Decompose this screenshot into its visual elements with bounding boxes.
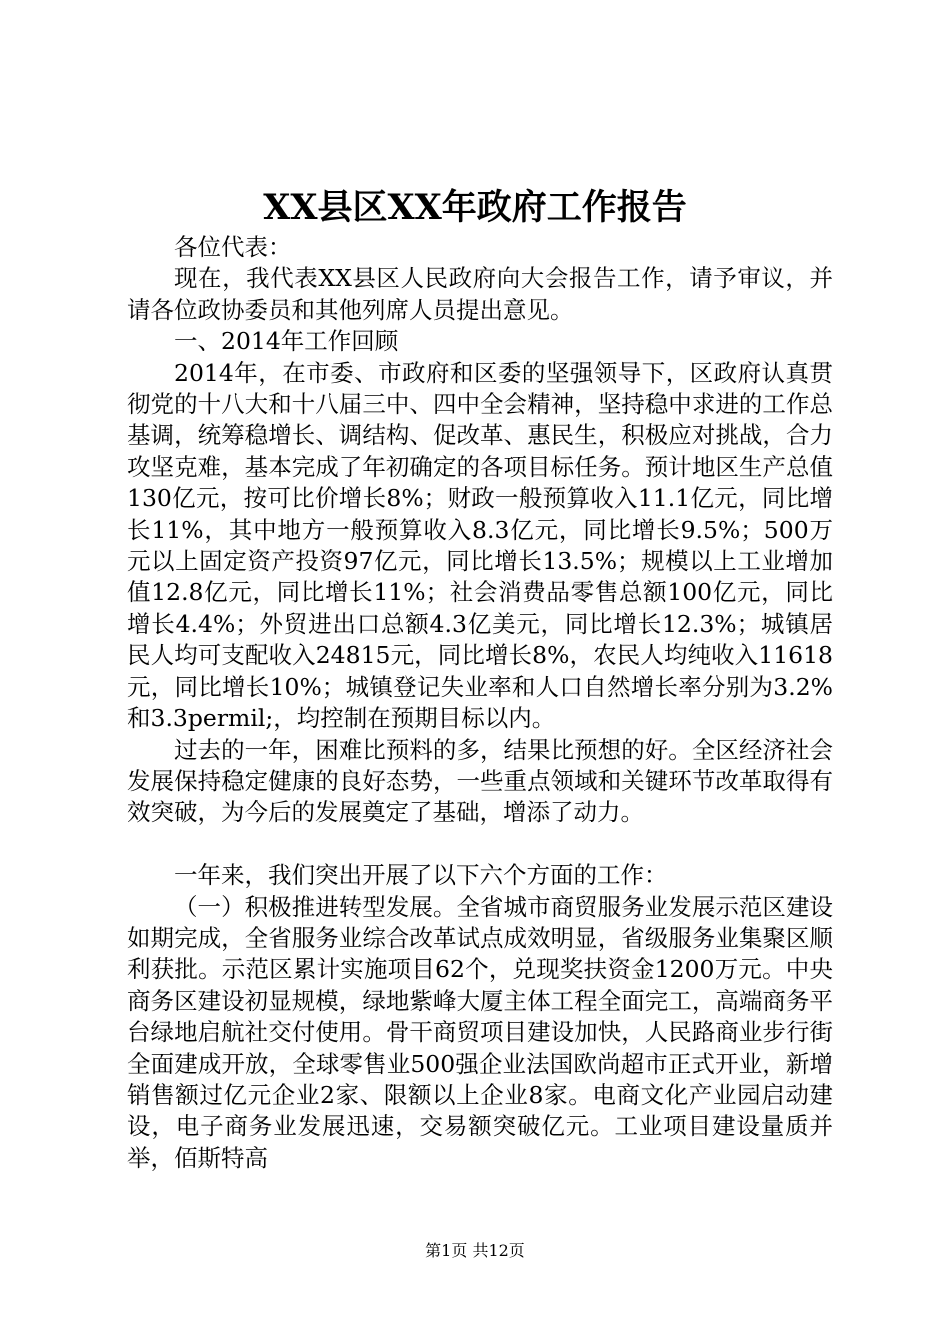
summary-paragraph: 过去的一年，困难比预料的多，结果比预想的好。全区经济社会发展保持稳定健康的良好态势，一些重点领域和关键环节改革取得有效突破，为今后的发展奠定了基础，增添了动力。 <box>127 735 833 827</box>
work-overview-paragraph: 一年来，我们突出开展了以下六个方面的工作： <box>174 861 668 890</box>
document-title: XX县区XX年政府工作报告 <box>263 187 687 228</box>
section-heading: 一、2014年工作回顾 <box>174 327 399 356</box>
page-number: 第1页 共12页 <box>425 1241 525 1260</box>
intro-paragraph: 现在，我代表XX县区人民政府向大会报告工作，请予审议，并请各位政协委员和其他列席人员提出意见。 <box>127 264 833 324</box>
transformation-paragraph: （一）积极推进转型发展。全省城市商贸服务业发展示范区建设如期完成，全省服务业综合改革试点成效明显，省级服务业集聚区顺利获批。示范区累计实施项目62个，兑现奖扶资金1200万元。中央商务区建设初显规模，绿地紫峰大厦主体工程全面完工，高端商务平台绿地启航社交付使用。骨干商贸项目建设加快，人民路商业步行街全面建成开放，全球零售业500强企业法国欧尚超市正式开业，新增销售额过亿元企业2家、限额以上企业8家。电商文化产业园启动建设，电子商务业发展迅速，交易额突破亿元。工业项目建设量质并举，佰斯特高 <box>127 892 833 1172</box>
review-paragraph: 2014年，在市委、市政府和区委的坚强领导下，区政府认真贯彻党的十八大和十八届三中、四中全会精神，坚持稳中求进的工作总基调，统筹稳增长、调结构、促改革、惠民生，积极应对挑战，合力攻坚克难，基本完成了年初确定的各项目标任务。预计地区生产总值130亿元，按可比价增长8%；财政一般预算收入11.1亿元，同比增长11%，其中地方一般预算收入8.3亿元，同比增长9.5%；500万元以上固定资产投资97亿元，同比增长13.5%；规模以上工业增加值12.8亿元，同比增长11%；社会消费品零售总额100亿元，同比增长4.4%；外贸进出口总额4.3亿美元，同比增长12.3%；城镇居民人均可支配收入24815元，同比增长8%，农民人均纯收入11618元，同比增长10%；城镇登记失业率和人口自然增长率分别为3.2%和3.3permil;，均控制在预期目标以内。 <box>127 358 833 733</box>
salutation-paragraph: 各位代表： <box>174 233 292 261</box>
document-body <box>127 232 833 1174</box>
